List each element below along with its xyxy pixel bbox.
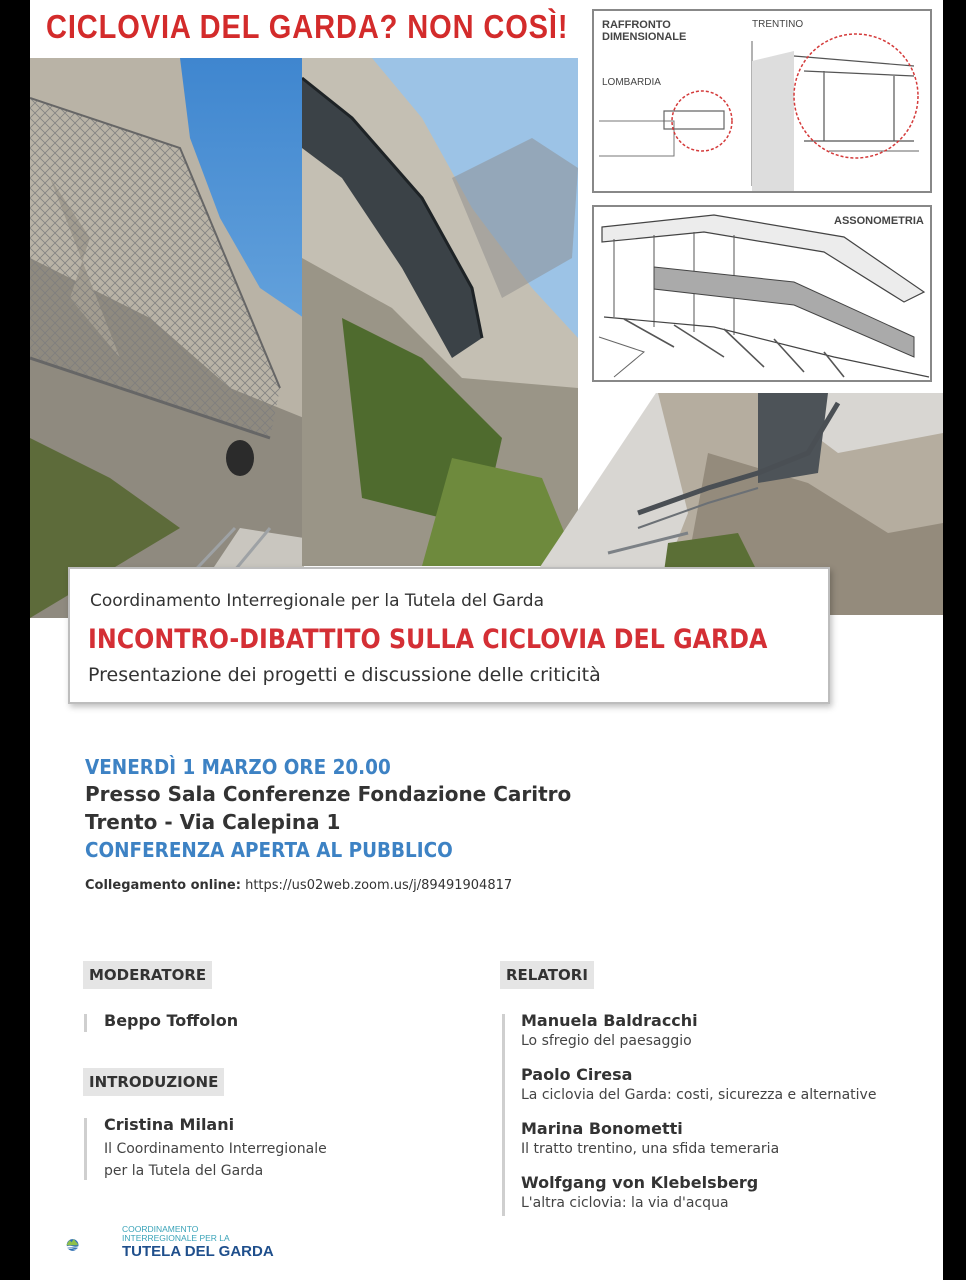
photo-cantilever-bridge <box>302 58 578 566</box>
divider-bar <box>502 1014 505 1216</box>
label-assonometria: ASSONOMETRIA <box>834 215 924 227</box>
speaker-topic: Lo sfregio del paesaggio <box>521 1033 692 1049</box>
introduction-topic-line2: per la Tutela del Garda <box>104 1163 264 1179</box>
photo-cliff-net <box>30 58 304 618</box>
event-date: VENERDÌ 1 MARZO ORE 20.00 <box>85 755 391 779</box>
event-box <box>68 567 830 704</box>
introduction-topic-line1: Il Coordinamento Interregionale <box>104 1141 327 1157</box>
public-note: CONFERENZA APERTA AL PUBBLICO <box>85 838 453 862</box>
speaker-item <box>521 1065 876 1106</box>
poster <box>30 0 943 1280</box>
speaker-topic: L'altra ciclovia: la via d'acqua <box>521 1195 729 1211</box>
introduction-speaker <box>104 1115 327 1182</box>
introduction-name: Cristina Milani <box>104 1115 235 1134</box>
divider-bar <box>84 1118 87 1180</box>
speaker-name: Manuela Baldracchi <box>521 1011 698 1030</box>
speaker-item <box>521 1173 758 1214</box>
divider-bar <box>84 1014 87 1032</box>
event-title: INCONTRO-DIBATTITO SULLA CICLOVIA DEL GARDA <box>88 624 768 655</box>
label-trentino: TRENTINO <box>752 19 804 30</box>
speaker-item <box>521 1011 698 1052</box>
online-label: Collegamento online: <box>85 878 241 893</box>
online-url[interactable]: https://us02web.zoom.us/j/89491904817 <box>245 878 513 893</box>
label-raffronto: RAFFRONTO DIMENSIONALE <box>602 19 687 43</box>
logo-line2: INTERREGIONALE PER LA <box>122 1233 230 1243</box>
moderator-label: MODERATORE <box>83 961 212 989</box>
online-link <box>85 878 512 893</box>
introduction-label: INTRODUZIONE <box>83 1068 224 1096</box>
moderator <box>104 1011 238 1030</box>
speaker-topic: Il tratto trentino, una sfida temeraria <box>521 1141 780 1157</box>
moderator-name: Beppo Toffolon <box>104 1011 239 1030</box>
logo-text-small <box>122 1225 230 1243</box>
venue-name: Presso Sala Conferenze Fondazione Caritro <box>85 782 572 806</box>
diagram-dimensional-comparison <box>592 9 932 193</box>
organizer: Coordinamento Interregionale per la Tutela del Garda <box>90 591 545 611</box>
speaker-item <box>521 1119 779 1160</box>
introduction-topic <box>104 1138 327 1182</box>
organization-logo <box>66 1220 122 1270</box>
event-subtitle: Presentazione dei progetti e discussione delle criticità <box>88 664 601 686</box>
headline: CICLOVIA DEL GARDA? NON COSÌ! <box>46 8 569 45</box>
logo-line1: COORDINAMENTO <box>122 1224 199 1234</box>
speaker-name: Wolfgang von Klebelsberg <box>521 1173 759 1192</box>
diagram-axonometric <box>592 205 932 382</box>
speakers-label: RELATORI <box>500 961 594 989</box>
venue-address: Trento - Via Calepina 1 <box>85 810 341 834</box>
speaker-name: Paolo Ciresa <box>521 1065 633 1084</box>
speaker-topic: La ciclovia del Garda: costi, sicurezza e alternative <box>521 1087 877 1103</box>
logo-text-big: TUTELA DEL GARDA <box>122 1243 274 1260</box>
label-lombardia: LOMBARDIA <box>602 77 661 88</box>
speaker-name: Marina Bonometti <box>521 1119 683 1138</box>
